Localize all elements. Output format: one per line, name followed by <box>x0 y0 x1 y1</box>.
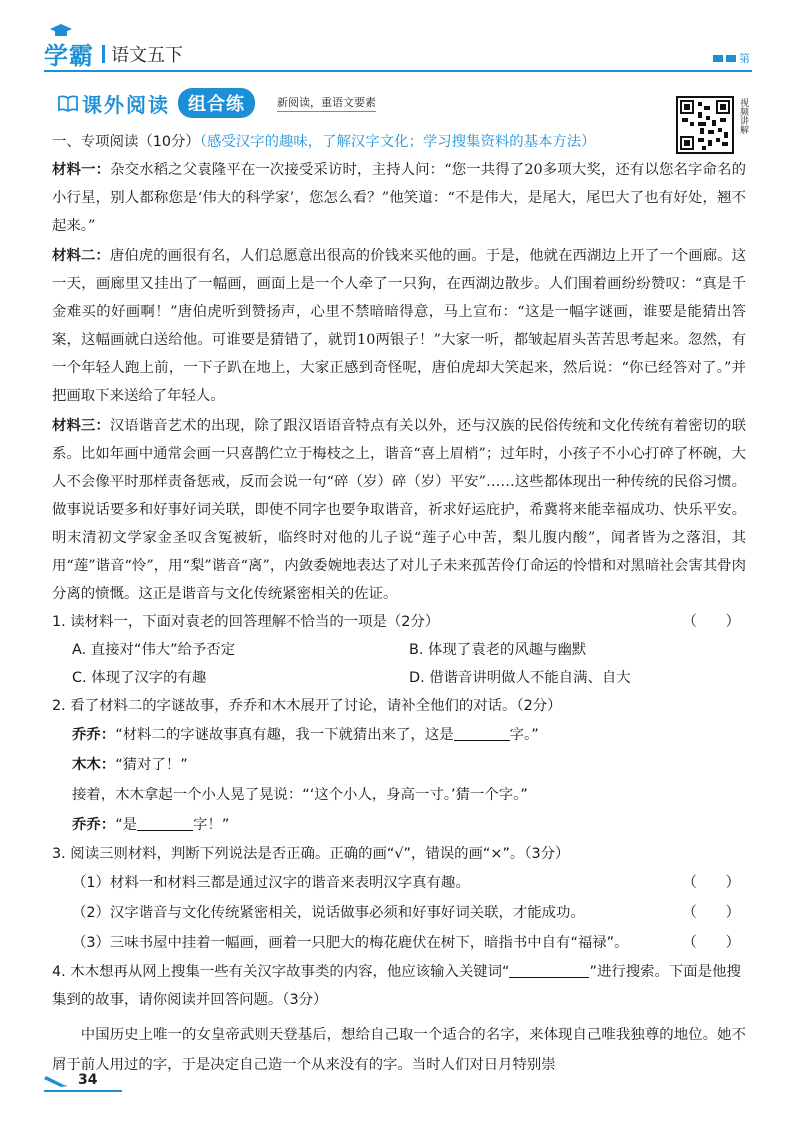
answer-paren[interactable]: （ ） <box>682 905 740 921</box>
dialogue <box>52 720 746 840</box>
brand <box>44 36 183 71</box>
subject-label: 语文五下 <box>111 44 183 66</box>
option-a[interactable]: A. 直接对“伟大”给予否定 <box>72 642 236 658</box>
material-2 <box>52 242 746 410</box>
material-text: 唐伯虎的画很有名，人们总愿意出很高的价钱来买他的画。于是，他就在西湖边上开了一个画廊。这一天，画廊里又挂出了一幅画，画面上是一个人牵了一只狗，在西湖边散步。人们围着画纷纷赞叹：“真是千金难买的好画啊！”唐伯虎听到赞扬声，心里不禁暗暗得意，马上宣布：“这是一幅字谜画，谁要是能猜出答案，这幅画就白送给他。可谁要是猜错了，就罚10两银子！”大家一听，都皱起眉头苦苦思考起来。忽然，有一个年轻人跑上前，一下子趴在地上，大家正感到奇怪呢，唐伯虎却大笑起来，然后说：“你已经答对了。”并把画取下来送给了年轻人。 <box>52 248 746 404</box>
pen-icon <box>44 1072 72 1088</box>
judge-item-1 <box>52 868 746 898</box>
page-number: 34 <box>78 1072 98 1088</box>
dialogue-line <box>72 750 746 780</box>
speaker-label: 乔乔： <box>72 817 116 833</box>
section-pill: 组合练 <box>178 88 255 118</box>
open-book-icon <box>58 94 78 112</box>
question-3 <box>52 840 746 868</box>
material-1 <box>52 156 746 240</box>
material-text: 杂交水稻之父袁隆平在一次接受采访时，主持人问：“您一共得了20多项大奖，还有以您名字命名的小行星，别人都称您是‘伟大的科学家’，您怎么看？”他笑道：“不是伟大，是尾大，尾巴大了也有好处，翘不起来。” <box>52 162 746 234</box>
option-c[interactable]: C. 体现了汉字的有趣 <box>72 670 207 686</box>
qr-caption: 视频讲解 <box>738 98 748 134</box>
main-content <box>52 128 746 1080</box>
part-heading-text: 一、专项阅读（10分） <box>52 134 200 150</box>
answer-blank[interactable] <box>137 815 193 831</box>
answer-paren[interactable]: （ ） <box>682 614 740 630</box>
question-stem: 1. 读材料一，下面对袁老的回答理解不恰当的一项是（2分） <box>52 614 440 630</box>
section-subtitle: 新阅读，重语文要素 <box>277 94 376 112</box>
corner-block <box>713 55 723 62</box>
corner-block <box>726 55 736 62</box>
question-1 <box>52 608 746 636</box>
option-d[interactable]: D. 借谐音讲明做人不能自满、自大 <box>409 670 631 686</box>
footer-divider <box>44 1090 122 1092</box>
material-label: 材料一： <box>52 162 111 178</box>
page-header <box>0 0 800 70</box>
question-stem: 2. 看了材料二的字谜故事，乔乔和木木展开了讨论，请补全他们的对话。（2分） <box>52 698 562 714</box>
material-label: 材料二： <box>52 248 110 264</box>
question-stem: ”进行搜索。下面是他搜集到的故事，请你阅读并回答问题。（3分） <box>52 964 741 1008</box>
question-1-options <box>52 636 746 692</box>
answer-paren[interactable]: （ ） <box>682 935 740 951</box>
corner-text: 第 <box>739 52 750 65</box>
question-4 <box>52 958 746 1014</box>
dialogue-text: “是 <box>115 817 138 833</box>
question-2 <box>52 692 746 720</box>
part-purpose: （感受汉字的趣味，了解汉字文化；学习搜集资料的基本方法） <box>199 134 596 150</box>
judge-text: （3）三味书屋中挂着一幅画，画着一只肥大的梅花鹿伏在树下，暗指书中自有“福禄”。 <box>72 935 629 951</box>
graduation-cap-icon <box>50 24 72 38</box>
option-b[interactable]: B. 体现了袁老的风趣与幽默 <box>409 642 587 658</box>
question-stem: 3. 阅读三则材料，判断下列说法是否正确。正确的画“√”，错误的画“×”。（3分） <box>52 846 570 862</box>
answer-paren[interactable]: （ ） <box>682 875 740 891</box>
judge-item-3 <box>52 928 746 958</box>
dialogue-text: 字！” <box>193 817 230 833</box>
question-stem: 4. 木木想再从网上搜集一些有关汉字故事类的内容，他应该输入关键词“ <box>52 964 510 980</box>
material-label: 材料三： <box>52 418 110 434</box>
judge-item-2 <box>52 898 746 928</box>
speaker-label: 乔乔： <box>72 727 116 743</box>
dialogue-text: “猜对了！” <box>115 757 188 773</box>
corner-marks <box>713 50 750 66</box>
section-title <box>58 88 376 118</box>
brand-name: 学霸 <box>44 42 94 70</box>
brand-logo <box>44 36 94 71</box>
dialogue-line <box>72 780 746 810</box>
judge-text: （2）汉字谐音与文化传统紧密相关，说话做事必须和好事好词关联，才能成功。 <box>72 905 585 921</box>
dialogue-text: 字。” <box>509 727 539 743</box>
dialogue-line <box>72 720 746 750</box>
answer-blank[interactable] <box>509 962 589 978</box>
dialogue-text: “材料二的字谜故事真有趣，我一下就猜出来了，这是 <box>115 727 454 743</box>
material-text: 汉语谐音艺术的出现，除了跟汉语语音特点有关以外，还与汉族的民俗传统和文化传统有着密切的联系。比如年画中通常会画一只喜鹊伫立于梅枝之上，谐音“喜上眉梢”；过年时，小孩子不小心打碎了杯碗，大人不会像平时那样责备惩戒，反而会说一句“碎（岁）碎（岁）平安”……这些都体现出一种传统的民俗习惯。做事说话要多和好事好词关联，即使不同字也要争取谐音，祈求好运庇护，希冀将来能幸福成功、快乐平安。明末清初文学家金圣叹含冤被斩，临终时对他的儿子说“莲子心中苦，梨儿腹内酸”，闻者皆为之落泪，其用“莲”谐音“怜”，用“梨”谐音“离”，内敛委婉地表达了对儿子未来孤苦伶仃命运的怜惜和对黑暗社会害其骨肉分离的愤慨。这正是谐音与文化传统紧密相关的佐证。 <box>52 418 746 602</box>
page-footer <box>44 1072 97 1088</box>
material-3 <box>52 412 746 608</box>
brand-divider <box>102 45 105 63</box>
part-heading <box>52 128 746 156</box>
header-divider <box>44 70 752 72</box>
story-passage: 中国历史上唯一的女皇帝武则天登基后，想给自己取一个适合的名字，来体现自己唯我独尊的地位。她不屑于前人用过的字，于是决定自己造一个从来没有的字。当时人们对日月特别崇 <box>52 1027 746 1073</box>
judge-text: （1）材料一和材料三都是通过汉字的谐音来表明汉字真有趣。 <box>72 875 470 891</box>
dialogue-line <box>72 810 746 840</box>
dialogue-text: 接着，木木拿起一个小人晃了晃说：“‘这个小人，身高一寸。’猜一个字。” <box>72 787 528 803</box>
section-main-title: 课外阅读 <box>82 92 170 117</box>
speaker-label: 木木： <box>72 757 116 773</box>
answer-blank[interactable] <box>454 725 510 741</box>
